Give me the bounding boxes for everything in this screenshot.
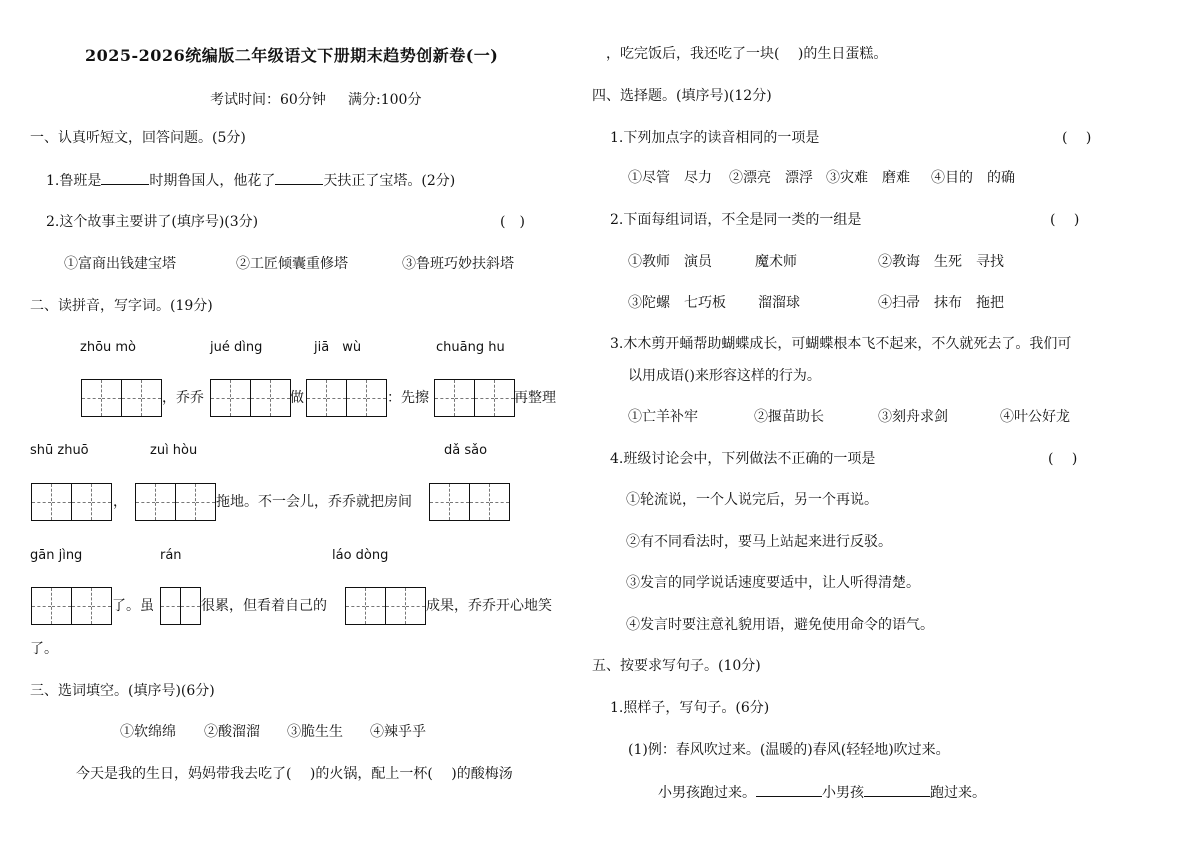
s4-q1-opt-1: ①尽管 尽力: [628, 170, 712, 186]
s4-q2-opt: 魔术师: [755, 254, 797, 270]
answer-paren[interactable]: ( ): [1062, 130, 1092, 146]
s1-option-3: ③鲁班巧妙扶斜塔: [402, 256, 514, 272]
s4-q2-opt: ②教诲 生死 寻找: [878, 254, 1004, 270]
pinyin: dǎ sǎo: [444, 443, 488, 458]
s4-q1: 1.下列加点字的读音相同的一项是: [610, 130, 820, 146]
section-3-heading: 三、选词填空。(填序号)(6分): [30, 683, 215, 699]
s1-option-2: ②工匠倾囊重修塔: [236, 256, 348, 272]
s3-option-3: ③脆生生: [287, 724, 343, 740]
s4-q2-opt: ③陀螺 七巧板: [628, 295, 726, 311]
s1-option-1: ①富商出钱建宝塔: [64, 256, 176, 272]
s4-q3-line2: 以用成语()来形容这样的行为。: [628, 368, 821, 384]
s4-q3-opt-1: ①亡羊补牢: [628, 409, 698, 425]
line-text: ，乔乔: [162, 390, 204, 406]
s4-q3-opt-4: ④叶公好龙: [1000, 409, 1070, 425]
line-text: 很累，但看着自己的: [201, 598, 327, 614]
answer-paren[interactable]: ( ): [1050, 212, 1080, 228]
s3-option-4: ④辣乎乎: [370, 724, 426, 740]
s4-q1-opt-3: ③灾难 磨难: [826, 170, 910, 186]
fill-blank[interactable]: [864, 782, 930, 797]
exam-title: 2025-2026统编版二年级语文下册期末趋势创新卷(一): [85, 46, 499, 65]
s5-task: 小男孩跑过来。 小男孩 跑过来。: [658, 782, 986, 803]
line-text: 了。虽: [112, 598, 154, 614]
line-text: 拖地。不一会儿，乔乔就把房间: [216, 494, 412, 510]
line-text: ，: [113, 494, 127, 510]
pinyin: láo dòng: [332, 548, 389, 563]
s4-q4-opt-3: ③发言的同学说话速度要适中，让人听得清楚。: [626, 575, 920, 591]
section-2-heading: 二、读拼音，写字词。(19分): [30, 298, 213, 314]
char-grid[interactable]: [160, 587, 201, 625]
s4-q2: 2.下面每组词语，不全是同一类的一组是: [610, 212, 862, 228]
char-grid[interactable]: [210, 379, 291, 417]
s4-q4-opt-1: ①轮流说，一个人说完后，另一个再说。: [626, 492, 878, 508]
char-grid[interactable]: [135, 483, 216, 521]
s5-q1: 1.照样子，写句子。(6分): [610, 700, 770, 716]
s1-q1: 1.鲁班是 时期鲁国人，他花了 天扶正了宝塔。(2分): [46, 170, 455, 191]
s4-q4-opt-2: ②有不同看法时，要马上站起来进行反驳。: [626, 534, 892, 550]
char-grid[interactable]: [434, 379, 515, 417]
pinyin: jué dìng: [210, 340, 263, 355]
s4-q2-opt: ①教师 演员: [628, 254, 712, 270]
char-grid[interactable]: [81, 379, 162, 417]
char-grid[interactable]: [31, 483, 112, 521]
s3-option-2: ②酸溜溜: [204, 724, 260, 740]
s4-q2-opt: 溜溜球: [758, 295, 800, 311]
line-text: 做: [290, 390, 304, 406]
line-text: 再整理: [514, 390, 556, 406]
line-text: ：先擦: [387, 390, 429, 406]
line-text: 成果，乔乔开心地笑: [426, 598, 552, 614]
answer-paren[interactable]: ( ): [500, 214, 525, 230]
pinyin: shū zhuō: [30, 443, 89, 458]
s4-q1-opt-4: ④目的 的确: [931, 170, 1015, 186]
exam-score: 满分:100分: [348, 92, 422, 108]
s4-q3-line1: 3.木木剪开蛹帮助蝴蝶成长，可蝴蝶根本飞不起来，不久就死去了。我们可: [610, 336, 1072, 352]
s4-q4-opt-4: ④发言时要注意礼貌用语，避免使用命令的语气。: [626, 617, 934, 633]
line-text: 了。: [30, 641, 58, 657]
section-5-heading: 五、按要求写句子。(10分): [592, 658, 761, 674]
s4-q4: 4.班级讨论会中，下列做法不正确的一项是: [610, 451, 876, 467]
pinyin: gān jìng: [30, 548, 83, 563]
exam-time: 考试时间：60分钟: [210, 92, 326, 108]
char-grid[interactable]: [429, 483, 510, 521]
section-1-heading: 一、认真听短文，回答问题。(5分): [30, 130, 246, 146]
s3-passage-cont: ，吃完饭后，我还吃了一块( )的生日蛋糕。: [606, 46, 888, 62]
s5-example: (1)例：春风吹过来。(温暖的)春风(轻轻地)吹过来。: [628, 742, 950, 758]
pinyin: zhōu mò: [80, 340, 137, 355]
char-grid[interactable]: [306, 379, 387, 417]
pinyin: chuāng hu: [436, 340, 505, 355]
s4-q2-opt: ④扫帚 抹布 拖把: [878, 295, 1004, 311]
s3-option-1: ①软绵绵: [120, 724, 176, 740]
s4-q3-opt-2: ②揠苗助长: [754, 409, 824, 425]
s4-q1-opt-2: ②漂亮 漂浮: [729, 170, 813, 186]
s1-q2: 2.这个故事主要讲了(填序号)(3分): [46, 214, 259, 230]
answer-paren[interactable]: ( ): [1048, 451, 1078, 467]
char-grid[interactable]: [345, 587, 426, 625]
pinyin: rán: [160, 548, 182, 563]
fill-blank[interactable]: [275, 170, 323, 185]
char-grid[interactable]: [31, 587, 112, 625]
section-4-heading: 四、选择题。(填序号)(12分): [592, 88, 772, 104]
fill-blank[interactable]: [756, 782, 822, 797]
pinyin: zuì hòu: [150, 443, 198, 458]
s4-q3-opt-3: ③刻舟求剑: [878, 409, 948, 425]
fill-blank[interactable]: [101, 170, 149, 185]
pinyin: jiā wù: [314, 340, 362, 355]
s3-passage: 今天是我的生日，妈妈带我去吃了( )的火锅，配上一杯( )的酸梅汤: [76, 766, 513, 782]
